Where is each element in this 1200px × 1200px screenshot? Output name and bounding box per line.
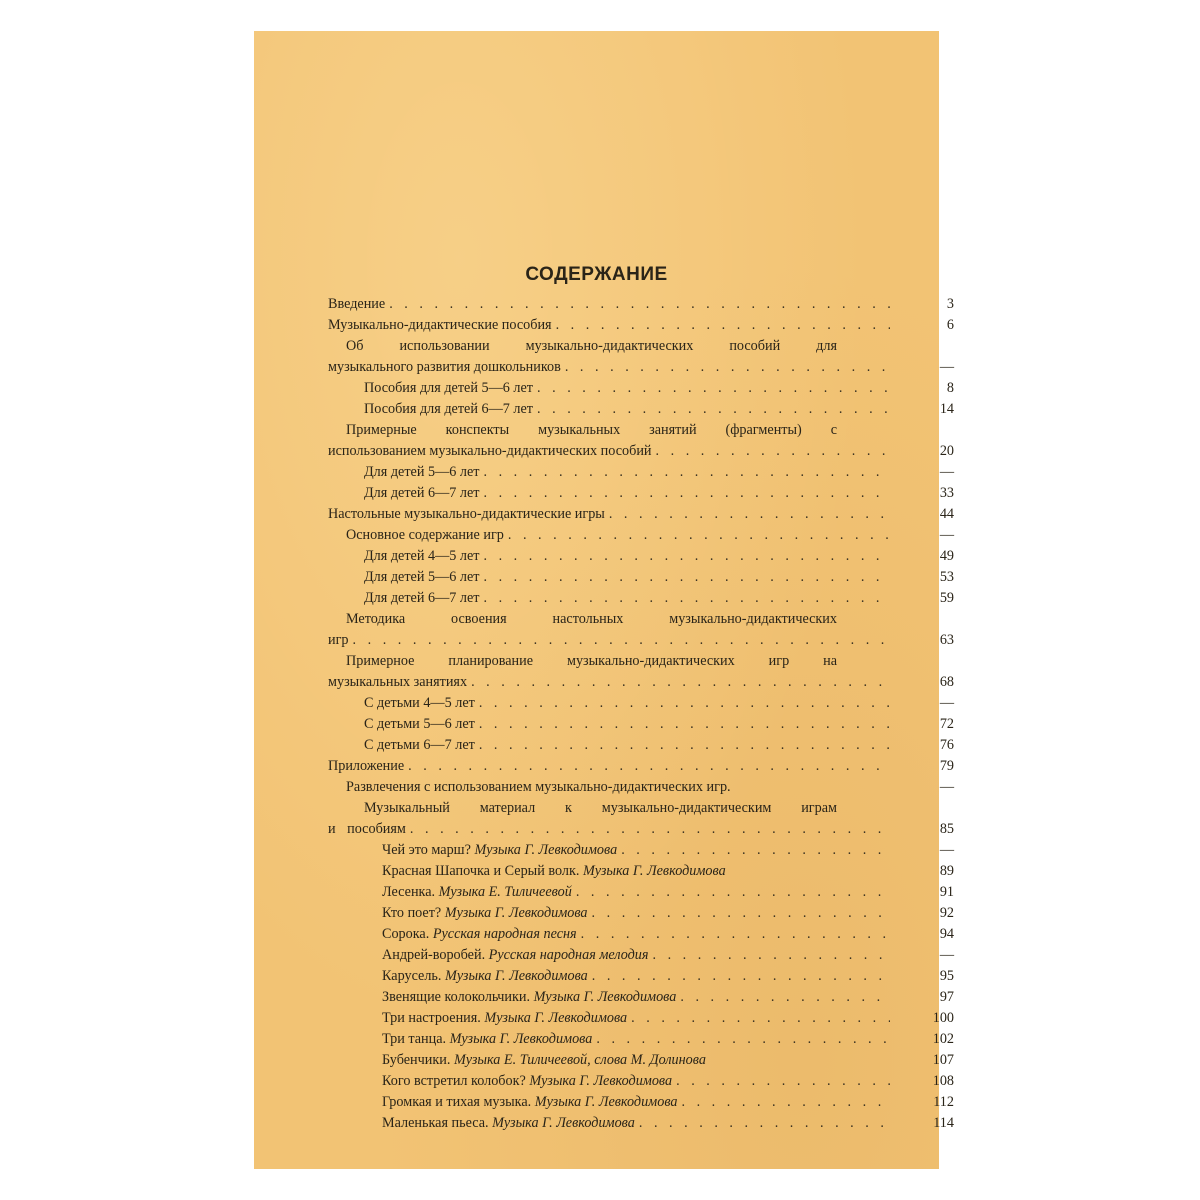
toc-entry — [328, 525, 954, 546]
toc-page-number: 97 — [939, 989, 954, 1005]
toc-page-number: 79 — [939, 758, 954, 774]
toc-entry-text: музыкальных занятиях — [328, 674, 468, 690]
toc-page-number: 76 — [939, 737, 954, 753]
toc-entry — [328, 462, 954, 483]
toc-entry-piece — [328, 987, 954, 1008]
piece-title: Маленькая пьеса. — [382, 1115, 489, 1131]
leader-dots — [621, 840, 890, 861]
leader-dots — [681, 1092, 890, 1113]
toc-entry-text: Пособия для детей 6—7 лет — [364, 401, 533, 417]
leader-dots — [596, 1029, 890, 1050]
toc-entry-piece — [328, 1071, 954, 1092]
toc-entry-text: Примерное планирование музыкально-дидактических игр на — [346, 653, 837, 669]
toc-page-number: 68 — [939, 674, 954, 690]
toc-page-number: 107 — [932, 1052, 954, 1068]
page-title: СОДЕРЖАНИЕ — [525, 264, 668, 285]
piece-title: Кого встретил колобок? — [382, 1073, 526, 1089]
toc-page-number: 89 — [939, 863, 954, 879]
piece-title: Три танца. — [382, 1031, 447, 1047]
leader-dots — [483, 462, 890, 483]
toc-page-number: — — [939, 527, 954, 543]
toc-page-number: 33 — [939, 485, 954, 501]
piece-credit: Музыка Г. Левкодимова — [533, 989, 677, 1005]
toc-entry-text: Пособия для детей 5—6 лет — [364, 380, 533, 396]
toc-entry-text: С детьми 6—7 лет — [364, 737, 475, 753]
piece-title: Бубенчики. — [382, 1052, 451, 1068]
toc-entry — [328, 378, 954, 399]
toc-entry-text: С детьми 5—6 лет — [364, 716, 475, 732]
leader-dots — [631, 1008, 890, 1029]
toc-entry-piece — [328, 903, 954, 924]
leader-dots — [410, 819, 890, 840]
toc-entry-piece — [328, 945, 954, 966]
toc-page-number: 6 — [946, 317, 954, 333]
leader-dots — [479, 714, 890, 735]
piece-credit: Музыка Г. Левкодимова — [445, 968, 588, 984]
toc-entry-text: С детьми 4—5 лет — [364, 695, 475, 711]
piece-title: Громкая и тихая музыка. — [382, 1094, 532, 1110]
toc-entry-line-1 — [328, 609, 894, 630]
toc-page-number: 112 — [933, 1094, 954, 1110]
toc-entry-text: Для детей 6—7 лет — [364, 485, 480, 501]
leader-dots — [576, 882, 890, 903]
leader-dots — [483, 567, 890, 588]
toc-page-number: 102 — [932, 1031, 954, 1047]
leader-dots — [581, 924, 890, 945]
toc-entry-text: Основное содержание игр — [346, 527, 504, 543]
toc-page-number: 49 — [939, 548, 954, 564]
toc-entry-piece — [328, 861, 954, 882]
toc-page-number: 44 — [939, 506, 954, 522]
toc-entry-text: Настольные музыкально-дидактические игры — [328, 506, 605, 522]
leader-dots — [483, 483, 890, 504]
leader-dots — [556, 315, 890, 336]
toc-entry-text: Для детей 5—6 лет — [364, 464, 480, 480]
leader-dots — [537, 399, 890, 420]
piece-title: Кто поет? — [382, 905, 442, 921]
toc-page-number: — — [939, 947, 954, 963]
toc-entry-piece — [328, 966, 954, 987]
leader-dots — [508, 525, 890, 546]
leader-dots — [537, 378, 890, 399]
toc-entry-text: игр — [328, 632, 349, 648]
piece-credit: Музыка Е. Тиличеевой — [438, 884, 572, 900]
toc-entry-line-1 — [328, 651, 894, 672]
toc-entry — [328, 693, 954, 714]
toc-entry-text: музыкального развития дошкольников — [328, 359, 561, 375]
leader-dots — [680, 987, 890, 1008]
toc-entry — [328, 777, 954, 798]
toc-entry-text: использованием музыкально-дидактических пособий — [328, 443, 652, 459]
toc-entry-line-2 — [328, 630, 954, 651]
toc-page-number: — — [939, 779, 954, 795]
leader-dots — [565, 357, 890, 378]
piece-title: Красная Шапочка и Серый волк. — [382, 863, 580, 879]
toc-entry-piece — [328, 1050, 954, 1071]
piece-credit: Музыка Е. Тиличеевой, слова М. Долинова — [453, 1052, 706, 1068]
leader-dots — [483, 588, 890, 609]
toc-page-number: 8 — [946, 380, 954, 396]
leader-dots — [652, 945, 890, 966]
leader-dots — [609, 504, 890, 525]
toc-entry — [328, 756, 954, 777]
toc-page-number: 85 — [939, 821, 954, 837]
toc-entry-text: Об использовании музыкально-дидактических пособий для — [346, 338, 837, 354]
toc-entry-line-1 — [328, 420, 894, 441]
leader-dots — [479, 735, 890, 756]
toc-entry — [328, 567, 954, 588]
toc-entry-line-2 — [328, 357, 954, 378]
piece-credit: Музыка Г. Левкодимова — [484, 1010, 628, 1026]
toc-entry-line-2 — [328, 672, 954, 693]
toc-entry-text: Для детей 6—7 лет — [364, 590, 480, 606]
toc-entry-line-2 — [328, 819, 954, 840]
toc-page-number: 72 — [939, 716, 954, 732]
toc-entry — [328, 504, 954, 525]
toc-entry-piece — [328, 882, 954, 903]
toc-entry — [328, 399, 954, 420]
leader-dots — [408, 756, 890, 777]
toc-entry-line-2 — [328, 441, 954, 462]
piece-title: Карусель. — [382, 968, 442, 984]
toc-page-number: 63 — [939, 632, 954, 648]
toc-entry — [328, 294, 954, 315]
toc-page-number: — — [939, 695, 954, 711]
toc-page-number: — — [939, 359, 954, 375]
toc-page-number: — — [939, 842, 954, 858]
piece-credit: Музыка Г. Левкодимова — [474, 842, 618, 858]
toc-entry — [328, 714, 954, 735]
piece-credit: Музыка Г. Левкодимова — [529, 1073, 673, 1089]
leader-dots — [676, 1071, 890, 1092]
toc-entry-piece — [328, 1029, 954, 1050]
toc-entry-piece — [328, 924, 954, 945]
toc-entry — [328, 546, 954, 567]
toc-entry-line-1 — [328, 336, 894, 357]
leader-dots — [656, 441, 890, 462]
toc-page-number: 14 — [939, 401, 954, 417]
piece-title: Звенящие колокольчики. — [382, 989, 531, 1005]
toc-page-number: 3 — [946, 296, 954, 312]
toc-page-number: 91 — [939, 884, 954, 900]
toc-page-number: 92 — [939, 905, 954, 921]
toc-page-number: — — [939, 464, 954, 480]
leader-dots — [479, 693, 890, 714]
toc-page-number: 100 — [932, 1010, 954, 1026]
toc-entry-line-1 — [328, 798, 894, 819]
toc-entry — [328, 588, 954, 609]
leader-dots — [592, 903, 890, 924]
toc-entry-text: Приложение — [328, 758, 405, 774]
toc-entry-piece — [328, 1092, 954, 1113]
leader-dots — [353, 630, 890, 651]
piece-title: Три настроения. — [382, 1010, 481, 1026]
piece-credit: Музыка Г. Левкодимова — [444, 905, 588, 921]
leader-dots — [483, 546, 890, 567]
piece-title: Сорока. — [382, 926, 430, 942]
piece-title: Чей это марш? — [382, 842, 471, 858]
toc-entry-piece — [328, 840, 954, 861]
piece-title: Лесенка. — [382, 884, 436, 900]
toc-page-number: 95 — [939, 968, 954, 984]
piece-credit: Русская народная мелодия — [488, 947, 649, 963]
book-page — [254, 31, 954, 1169]
toc-page-number: 59 — [939, 590, 954, 606]
toc-entry-text: Для детей 4—5 лет — [364, 548, 480, 564]
toc-entry-text: и пособиям — [328, 821, 406, 837]
toc-page-number: 53 — [939, 569, 954, 585]
piece-credit: Музыка Г. Левкодимова — [492, 1115, 635, 1131]
toc-entry — [328, 315, 954, 336]
toc-entry-text: Музыкальный материал к музыкально-дидактическим играм — [364, 800, 837, 816]
piece-credit: Музыка Г. Левкодимова — [534, 1094, 678, 1110]
piece-credit: Русская народная песня — [432, 926, 577, 942]
toc-page-number: 20 — [939, 443, 954, 459]
toc-entry-text: Методика освоения настольных музыкально-дидактических — [346, 611, 837, 627]
leader-dots — [389, 294, 890, 315]
table-of-contents — [328, 294, 954, 1134]
piece-credit: Музыка Г. Левкодимова — [582, 863, 726, 879]
toc-page-number: 114 — [933, 1115, 954, 1131]
toc-entry-text: Примерные конспекты музыкальных занятий (фрагменты) с — [346, 422, 837, 438]
leader-dots — [471, 672, 890, 693]
toc-entry-text: Для детей 5—6 лет — [364, 569, 480, 585]
toc-entry — [328, 735, 954, 756]
toc-page-number: 108 — [932, 1073, 954, 1089]
leader-dots — [592, 966, 890, 987]
toc-entry-piece — [328, 1113, 954, 1134]
toc-page-number: 94 — [939, 926, 954, 942]
leader-dots — [639, 1113, 890, 1134]
piece-title: Андрей-воробей. — [382, 947, 486, 963]
toc-entry — [328, 483, 954, 504]
toc-entry-piece — [328, 1008, 954, 1029]
piece-credit: Музыка Г. Левкодимова — [449, 1031, 593, 1047]
toc-entry-text: Музыкально-дидактические пособия — [328, 317, 552, 333]
toc-entry-text: Введение — [328, 296, 386, 312]
toc-entry-text: Развлечения с использованием музыкально-дидактических игр. — [346, 779, 731, 795]
